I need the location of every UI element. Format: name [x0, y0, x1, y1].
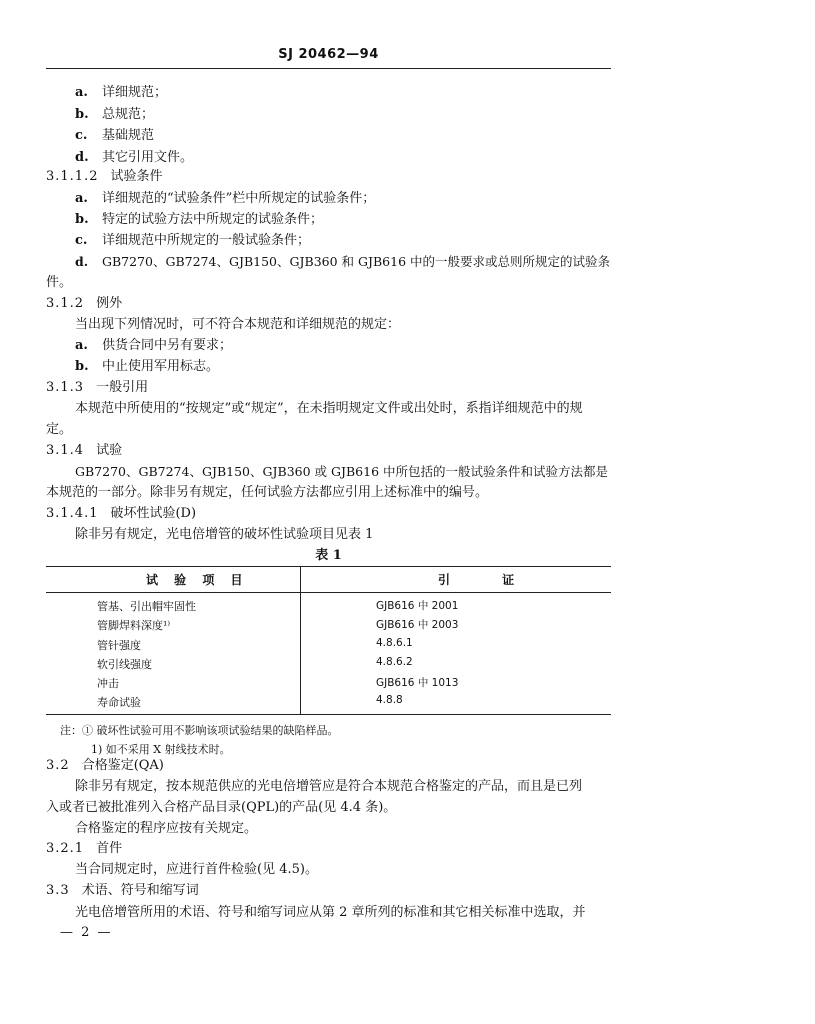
list-item [75, 149, 615, 167]
paragraph-continuation: 定。 [46, 422, 73, 437]
table-footnote: 1) 如不采用 X 射线技术时。 [91, 743, 231, 756]
paragraph: 当合同规定时，应进行首件检验(见 4.5)。 [75, 862, 318, 877]
table-column-divider [300, 566, 301, 714]
list-item-label: a. [75, 191, 88, 206]
list-item [75, 253, 615, 271]
list-item-label: c. [75, 233, 88, 248]
list-item-text: 基础规范 [102, 128, 155, 143]
page-number: — 2 — [60, 925, 113, 940]
list-item-continuation: 件。 [46, 275, 73, 290]
section-number: 3.3 [46, 883, 70, 898]
section-heading [46, 882, 586, 900]
section-number: 3.1.4 [46, 443, 85, 458]
section-title: 合格鉴定(QA) [81, 758, 164, 773]
table-cell: 寿命试验 [97, 696, 141, 709]
table-header-rule [46, 592, 611, 593]
table-cell: 4.8.6.2 [376, 656, 413, 668]
table-bottom-rule [46, 714, 611, 715]
table-header-test-item: 试 验 项 目 [146, 573, 249, 587]
table-cell: 管针强度 [97, 639, 141, 652]
section-title: 例外 [96, 296, 123, 311]
paragraph: 除非另有规定，光电倍增管的破坏性试验项目见表 1 [75, 527, 374, 542]
table-cell: GJB616 中 2003 [376, 619, 459, 631]
section-heading [46, 840, 586, 858]
section-title: 试验条件 [110, 169, 163, 184]
section-heading [46, 442, 586, 460]
table-cell: 冲击 [97, 677, 119, 690]
section-title: 破坏性试验(D) [110, 506, 197, 521]
list-item [75, 190, 615, 208]
list-item-label: d. [75, 254, 89, 269]
paragraph-continuation: 入或者已被批准列入合格产品目录(QPL)的产品(见 4.4 条)。 [46, 800, 397, 815]
table-top-rule [46, 566, 611, 567]
list-item-text: 详细规范中所规定的一般试验条件； [102, 233, 311, 248]
header-rule [46, 68, 611, 69]
table-cell: GJB616 中 2001 [376, 600, 459, 612]
section-number: 3.1.4.1 [46, 506, 99, 521]
list-item [75, 358, 615, 376]
section-title: 试验 [96, 443, 123, 458]
paragraph: GB7270、GB7274、GJB150、GJB360 或 GJB616 中所包括的一般试验条件和试验方法都是 [75, 464, 609, 479]
list-item-label: a. [75, 338, 88, 353]
list-item-text: 详细规范的“试验条件”栏中所规定的试验条件； [102, 191, 376, 206]
section-heading [46, 757, 586, 775]
list-item-label: b. [75, 212, 89, 227]
list-item [75, 127, 615, 145]
paragraph-continuation: 本规范的一部分。除非另有规定，任何试验方法都应引用上述标准中的编号。 [46, 485, 489, 500]
list-item [75, 84, 615, 102]
list-item-label: a. [75, 85, 88, 100]
section-title: 术语、符号和缩写词 [81, 883, 199, 898]
document-code-header: SJ 20462—94 [278, 47, 379, 62]
section-heading [46, 295, 586, 313]
section-title: 一般引用 [96, 380, 149, 395]
list-item [75, 211, 615, 229]
list-item [75, 232, 615, 250]
list-item-text: 中止使用军用标志。 [102, 359, 220, 374]
paragraph: 合格鉴定的程序应按有关规定。 [75, 821, 258, 836]
list-item [75, 337, 615, 355]
table-cell: 4.8.8 [376, 694, 403, 706]
section-number: 3.2 [46, 758, 70, 773]
section-heading [46, 505, 586, 523]
table-cell: 软引线强度 [97, 658, 152, 671]
table-header-reference: 引 证 [438, 573, 539, 587]
list-item-text: 特定的试验方法中所规定的试验条件； [102, 212, 324, 227]
section-number: 3.2.1 [46, 841, 85, 856]
paragraph: 当出现下列情况时，可不符合本规范和详细规范的规定： [75, 317, 401, 332]
table-cell: 管基、引出帽牢固性 [97, 600, 196, 613]
section-heading [46, 379, 586, 397]
table-cell: GJB616 中 1013 [376, 677, 459, 689]
list-item-label: b. [75, 107, 89, 122]
paragraph: 光电倍增管所用的术语、符号和缩写词应从第 2 章所列的标准和其它相关标准中选取，并 [75, 905, 586, 920]
table-cell: 管脚焊料深度¹⁾ [97, 619, 171, 632]
table-cell: 4.8.6.1 [376, 637, 413, 649]
list-item-label: d. [75, 150, 89, 165]
section-title: 首件 [96, 841, 123, 856]
list-item-text: GB7270、GB7274、GJB150、GJB360 和 GJB616 中的一般要求或总则所规定的试验条 [102, 254, 611, 269]
section-number: 3.1.3 [46, 380, 85, 395]
list-item-text: 其它引用文件。 [102, 150, 194, 165]
section-heading [46, 168, 586, 186]
list-item-label: b. [75, 359, 89, 374]
list-item-text: 详细规范； [102, 85, 168, 100]
paragraph: 除非另有规定，按本规范供应的光电倍增管应是符合本规范合格鉴定的产品，而且是已列 [75, 779, 583, 794]
table-title: 表 1 [315, 548, 342, 563]
list-item-text: 供货合同中另有要求； [102, 338, 233, 353]
list-item [75, 106, 615, 124]
section-number: 3.1.2 [46, 296, 85, 311]
list-item-text: 总规范； [102, 107, 155, 122]
paragraph: 本规范中所使用的“按规定”或“规定”，在未指明规定文件或出处时，系指详细规范中的规 [75, 401, 583, 416]
section-number: 3.1.1.2 [46, 169, 99, 184]
table-note: 注：① 破坏性试验可用不影响该项试验结果的缺陷样品。 [60, 724, 339, 737]
list-item-label: c. [75, 128, 88, 143]
